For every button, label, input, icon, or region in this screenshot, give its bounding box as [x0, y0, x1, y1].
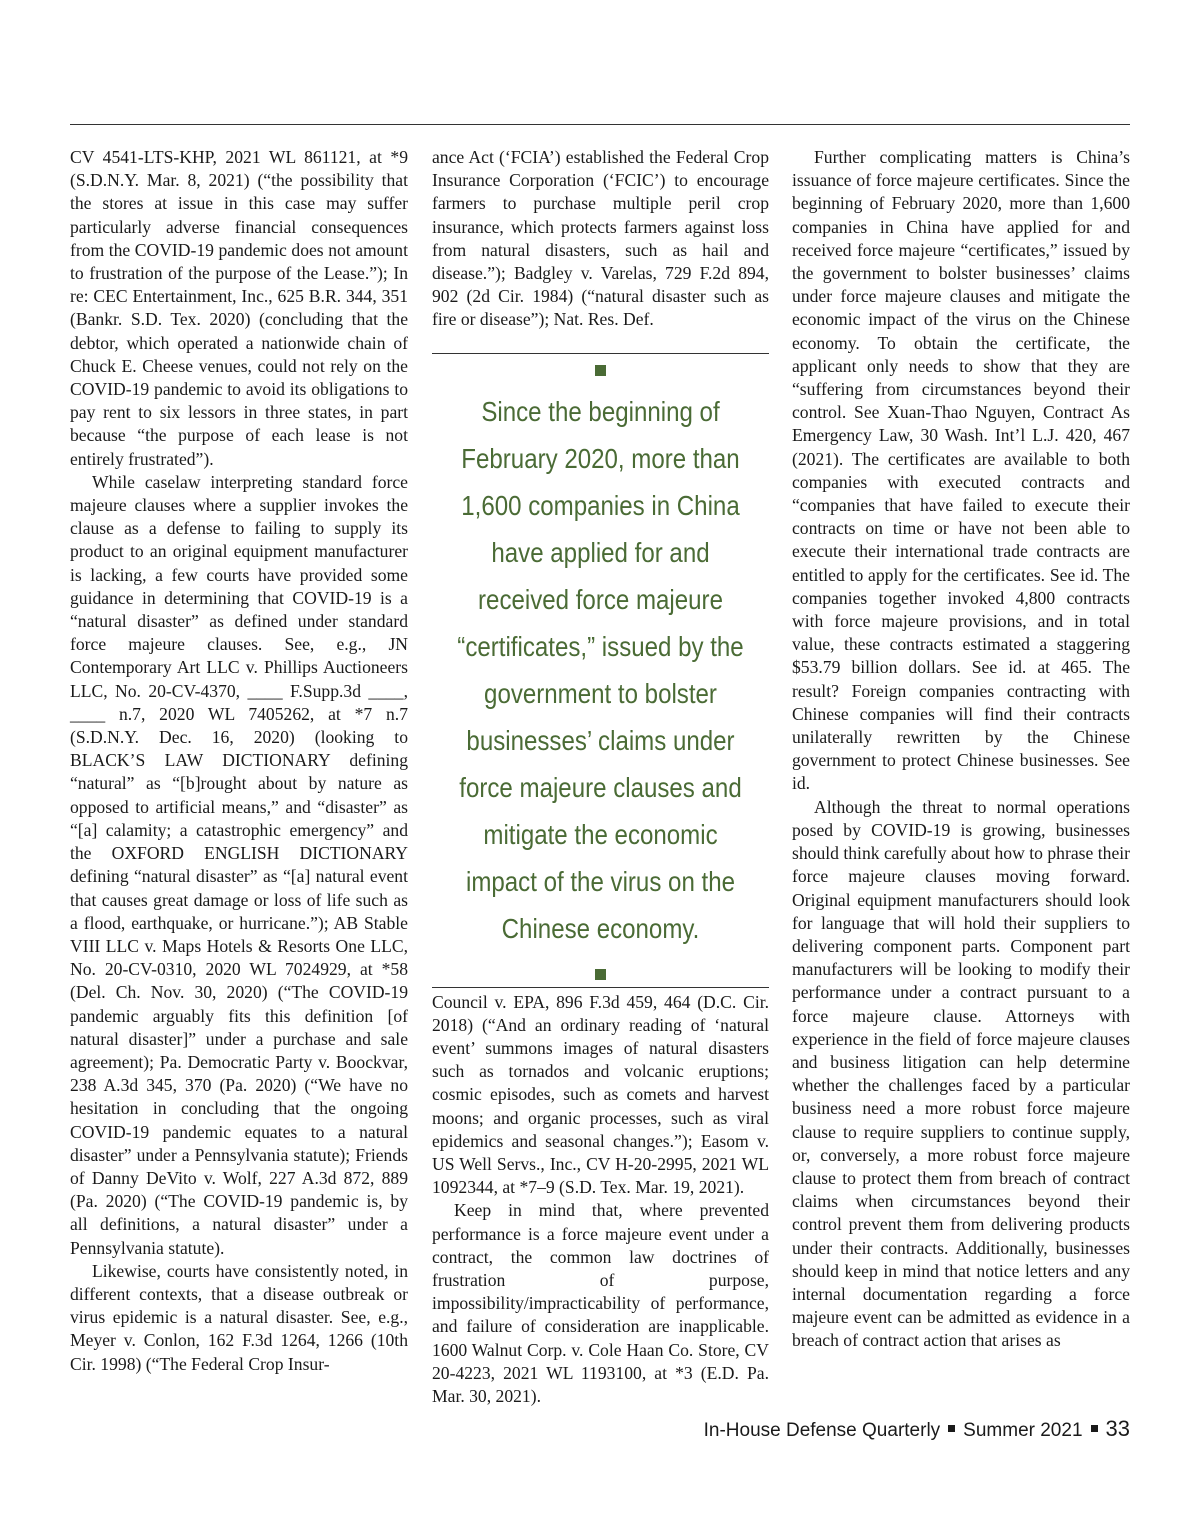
pullquote-bottom-square-icon [595, 969, 606, 980]
paragraph: Further complicating matters is China’s issuance of force majeure certificates. Since the beginning of February 2020, more than 1,600 companies in China have applied for and received force majeure “certificates,” issued by the government to bolster businesses’ claims under force majeure clauses and mitigate the economic impact of the virus on the Chinese economy. To obtain the certificate, the applicant only needs to show that they are “suffering from circumstances beyond their control. See Xuan-Thao Nguyen, Contract As Emergency Law, 30 Wash. Int’l L.J. 420, 467 (2021). The certificates are available to both companies with executed contracts and “companies that have failed to execute their contracts on time or have not been able to execute their international trade contracts are entitled to apply for the certificates. See id. The companies together invoked 4,800 contracts with force majeure provisions, and in total value, these contracts estimated a staggering $53.79 billion dollars. See id. at 465. The result? Foreign companies contracting with Chinese companies will find their contracts unilaterally rewritten by the Chinese government to protect Chinese businesses. See id. [792, 147, 1130, 794]
column-1 [70, 146, 408, 1376]
paragraph: Although the threat to normal operations posed by COVID-19 is growing, businesses should think carefully about how to phrase their force majeure clauses moving forward. Original equipment manufacturers should look for language that will hold their suppliers to delivering component parts. Component part manufacturers will be looking to modify their performance under a contract pursuant to a force majeure clause. Attorneys with experience in the field of force majeure clauses and business litigation can help determine whether the challenges faced by a particular business need a more robust force majeure clause to require suppliers to continue supply, or, conversely, a more robust force majeure clause to protect them from breach of contract claims when circumstances beyond their control prevent them from delivering products under their contracts. Additionally, businesses should keep in mind that notice letters and any internal documentation regarding a force majeure event can be admitted as evidence in a breach of contract action that arises as [792, 796, 1130, 1351]
publication-name: In-House Defense Quarterly [703, 1420, 941, 1441]
paragraph: Council v. EPA, 896 F.3d 459, 464 (D.C. Cir. 2018) (“And an ordinary reading of ‘natural event’ summons images of natural disasters such as tornados and volcanic eruptions; cosmic episodes, such as comets and harvest moons; and organic processes, such as viral epidemics and seasonal changes.”); Easom v. US Well Servs., Inc., CV H-20-2995, 2021 WL 1092344, at *7–9 (S.D. Tex. Mar. 19, 2021). [432, 991, 769, 1198]
page-number: 33 [1105, 1416, 1130, 1441]
pullquote-text: Since the beginning of February 2020, more than 1,600 companies in China have applied for and received force majeure “certificates,” issued by the government to bolster businesses’ claims under force majeure clauses and mitigate the economic impact of the virus on the Chinese economy. [457, 396, 744, 944]
pullquote-top-square-icon [595, 365, 606, 376]
paragraph: While caselaw interpreting standard force majeure clauses where a supplier invokes the clause as a defense to failing to supply its product to an original equipment manufacturer is lacking, a few courts have provided some guidance in determining that COVID-19 is a “natural disaster” as defined under standard force majeure clauses. See, e.g., JN Contemporary Art LLC v. Phillips Auctioneers LLC, No. 20-CV-4370, ____ F.Supp.3d ____, ____ n.7, 2020 WL 7405262, at *7 n.7 (S.D.N.Y. Dec. 16, 2020) (looking to BLACK’S LAW DICTIONARY defining “natural” as “[b]rought about by nature as opposed to artificial means,” and “disaster” as “[a] calamity; a catastrophic emergency” and the OXFORD ENGLISH DICTIONARY defining “natural disaster” as “[a] natural event that causes great damage or loss of life such as a flood, earthquake, or hurricane.”); AB Stable VIII LLC v. Maps Hotels & Resorts One LLC, No. 20-CV-0310, 2020 WL 7024929, at *58 (Del. Ch. Nov. 30, 2020) (“The COVID-19 pandemic arguably fits this definition [of natural disaster]” under a purchase and sale agreement); Pa. Democratic Party v. Boockvar, 238 A.3d 345, 370 (Pa. 2020) (“We have no hesitation in concluding that the ongoing COVID-19 pandemic equates to a natural disaster” under a Pennsylvania statute); Friends of Danny DeVito v. Wolf, 227 A.3d 872, 889 (Pa. 2020) (“The COVID-19 pandemic is, by all definitions, a natural disaster” under a Pennsylvania statute). [70, 471, 408, 1258]
pullquote-bottom-rule [432, 987, 769, 988]
column-3 [792, 146, 1130, 1353]
paragraph: ance Act (‘FCIA’) established the Federal Crop Insurance Corporation (‘FCIC’) to encourage farmers to purchase multiple peril crop insurance, which protects farmers against loss from natural disasters, such as hail and disease.”); Badgley v. Varelas, 729 F.2d 894, 902 (2d Cir. 1984) (“natural disaster such as fire or disease”); Nat. Res. Def. [432, 147, 769, 330]
pull-quote [432, 350, 769, 990]
top-rule [70, 124, 1130, 125]
separator-square-icon [1091, 1425, 1098, 1432]
pullquote-top-rule [432, 353, 769, 354]
paragraph: CV 4541-LTS-KHP, 2021 WL 861121, at *9 (S.D.N.Y. Mar. 8, 2021) (“the possibility that the stores at issue in this case may suffer particularly adverse financial consequences from the COVID-19 pandemic does not amount to frustration of the purpose of the Lease.”); In re: CEC Entertainment, Inc., 625 B.R. 344, 351 (Bankr. S.D. Tex. 2020) (concluding that the debtor, which operated a nationwide chain of Chuck E. Cheese venues, could not rely on the COVID-19 pandemic to avoid its obligations to pay rent to six lessors in three states, in part because “the purpose of each lease is not entirely frustrated”). [70, 147, 408, 469]
issue-label: Summer 2021 [963, 1420, 1083, 1441]
paragraph: Keep in mind that, where prevented performance is a force majeure event under a contract, the common law doctrines of frustration of purpose, impossibility/impracticability of performance, and failure of consideration are inapplicable. 1600 Walnut Corp. v. Cole Haan Co. Store, CV 20-4223, 2021 WL 1193100, at *3 (E.D. Pa. Mar. 30, 2021). [432, 1200, 769, 1407]
page-footer [704, 1416, 1130, 1442]
paragraph: Likewise, courts have consistently noted, in different contexts, that a disease outbreak or virus epidemic is a natural disaster. See, e.g., Meyer v. Conlon, 162 F.3d 1264, 1266 (10th Cir. 1998) (“The Federal Crop Insur- [70, 1260, 408, 1374]
separator-square-icon [948, 1425, 955, 1432]
